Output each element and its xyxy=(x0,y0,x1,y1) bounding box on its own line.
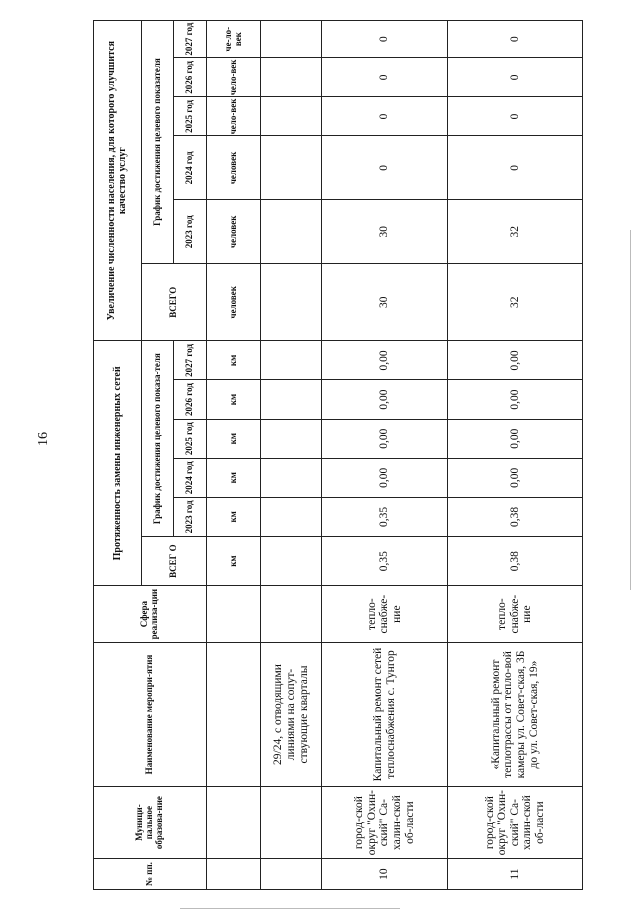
row-length-value xyxy=(261,419,322,458)
header-year: 2026 год xyxy=(174,58,207,97)
row-length-value xyxy=(261,380,322,419)
row-num: 11 xyxy=(448,859,583,890)
header-year: 2027 год xyxy=(174,21,207,58)
row-length-value: 0,00 xyxy=(322,341,448,380)
unit-cell-empty xyxy=(207,787,261,859)
row-municipality: город-ской округ "Охин-ский" Са-халин-ской об-ласти xyxy=(448,787,583,859)
row-population-value: 0 xyxy=(322,21,448,58)
unit-km: км xyxy=(207,419,261,458)
row-population-value: 0 xyxy=(448,21,583,58)
unit-cell-empty xyxy=(207,586,261,643)
header-num: № пп. xyxy=(94,859,207,890)
row-municipality xyxy=(261,787,322,859)
row-population-value: 0 xyxy=(448,97,583,136)
row-population-value: 32 xyxy=(448,200,583,264)
header-schedule-length: График достижения целевого показа-теля xyxy=(141,341,174,537)
row-length-value: 0,00 xyxy=(322,458,448,497)
row-length-value: 0,00 xyxy=(448,458,583,497)
row-length-value: 0,35 xyxy=(322,497,448,536)
unit-people: чело-век xyxy=(207,58,261,97)
header-year: 2025 год xyxy=(174,97,207,136)
row-sphere xyxy=(261,586,322,643)
header-schedule-population: График достижения целевого показателя xyxy=(141,21,174,264)
unit-people: человек xyxy=(207,264,261,341)
row-population-value: 30 xyxy=(322,264,448,341)
row-population-value xyxy=(261,136,322,200)
unit-people: че-ло-век xyxy=(207,21,261,58)
row-population-value xyxy=(261,21,322,58)
row-length-value: 0,35 xyxy=(322,536,448,585)
unit-km: км xyxy=(207,497,261,536)
scan-artifact xyxy=(630,230,631,590)
row-length-value xyxy=(261,536,322,585)
row-event: 29/24, с отводящими линиями на сопут-ствующие кварталы xyxy=(261,642,322,786)
unit-people: человек xyxy=(207,136,261,200)
row-population-value: 0 xyxy=(322,97,448,136)
unit-km: км xyxy=(207,380,261,419)
header-year: 2024 год xyxy=(174,458,207,497)
row-length-value: 0,00 xyxy=(448,341,583,380)
row-sphere: тепло-снабже-ние xyxy=(448,586,583,643)
row-population-value: 30 xyxy=(322,200,448,264)
scan-artifact xyxy=(180,908,400,909)
row-population-value: 32 xyxy=(448,264,583,341)
header-event-name: Наименование меропри-ятия xyxy=(94,642,207,786)
header-length-group: Протяженность замены инженерных сетей xyxy=(94,341,142,586)
unit-km: км xyxy=(207,458,261,497)
header-total-population: ВСЕГО xyxy=(141,264,206,341)
row-length-value: 0,38 xyxy=(448,536,583,585)
row-population-value xyxy=(261,58,322,97)
row-population-value: 0 xyxy=(448,58,583,97)
header-year: 2023 год xyxy=(174,497,207,536)
row-population-value xyxy=(261,97,322,136)
unit-people: чело-век xyxy=(207,97,261,136)
header-year: 2024 год xyxy=(174,136,207,200)
row-length-value xyxy=(261,497,322,536)
row-population-value: 0 xyxy=(322,58,448,97)
row-sphere: тепло-снабже-ние xyxy=(322,586,448,643)
header-municipality: Муници-пальное образова-ние xyxy=(94,787,207,859)
unit-cell-empty xyxy=(207,859,261,890)
row-population-value xyxy=(261,264,322,341)
row-population-value: 0 xyxy=(448,136,583,200)
row-event: «Капитальный ремонт теплотрассы от тепло-вой камеры ул. Совет-ская, 3Б до ул. Совет-ская, 19» xyxy=(448,642,583,786)
unit-people: человек xyxy=(207,200,261,264)
header-population-group: Увеличение численности населения, для которого улучшится качество услуг xyxy=(94,21,142,341)
header-year: 2025 год xyxy=(174,419,207,458)
row-length-value: 0,00 xyxy=(448,419,583,458)
row-population-value: 0 xyxy=(322,136,448,200)
rotated-table-wrapper xyxy=(93,20,583,890)
unit-km: км xyxy=(207,341,261,380)
row-population-value xyxy=(261,200,322,264)
row-length-value: 0,38 xyxy=(448,497,583,536)
header-sphere: Сфера реализа-ции xyxy=(94,586,207,643)
engineering-networks-table xyxy=(93,20,583,890)
row-length-value xyxy=(261,341,322,380)
header-year: 2023 год xyxy=(174,200,207,264)
row-length-value: 0,00 xyxy=(322,380,448,419)
row-event: Капитальный ремонт сетей теплоснабжения с. Тунгор xyxy=(322,642,448,786)
header-total-length: ВСЕГ О xyxy=(141,536,206,585)
page-number: 16 xyxy=(36,432,51,446)
header-year: 2026 год xyxy=(174,380,207,419)
header-year: 2027 год xyxy=(174,341,207,380)
unit-cell-empty xyxy=(207,642,261,786)
unit-km: км xyxy=(207,536,261,585)
row-num xyxy=(261,859,322,890)
row-length-value xyxy=(261,458,322,497)
row-municipality: город-ской округ "Охин-ский" Са-халин-ской об-ласти xyxy=(322,787,448,859)
row-num: 10 xyxy=(322,859,448,890)
row-length-value: 0,00 xyxy=(448,380,583,419)
row-length-value: 0,00 xyxy=(322,419,448,458)
